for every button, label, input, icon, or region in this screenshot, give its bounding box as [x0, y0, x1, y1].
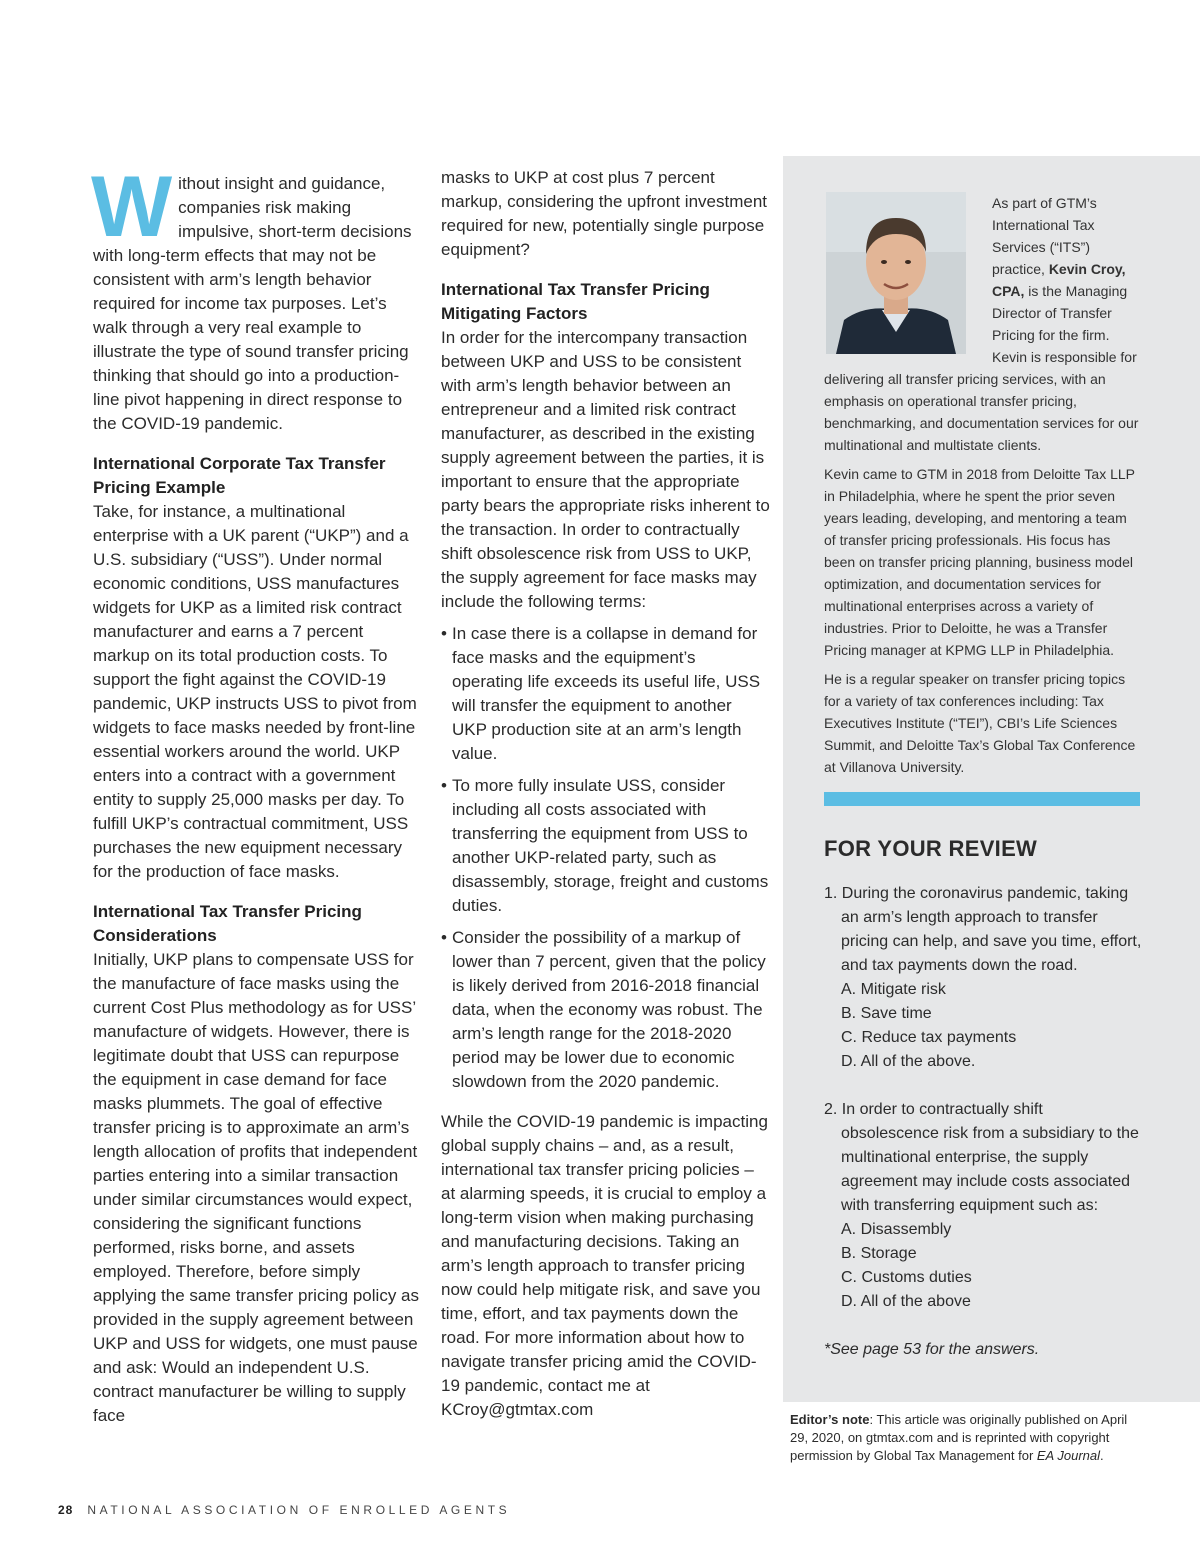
question-2: 2. In order to contractually shift obsolescence risk from a subsidiary to the multinational enterprise, the supply agreement may include costs associated with transferring equipment such as:	[824, 1101, 1139, 1214]
section-heading-example: International Corporate Tax Transfer Pricing Example	[93, 454, 386, 497]
bio-paragraph: As part of GTM’s International Tax Services (“ITS”) practice, Kevin Croy, CPA, is the Managing Director of Transfer Pricing for the firm. Kevin is responsible for delivering all transfer pricing services, with an emphasis on operational transfer pricing, benchmarking, and documentation services for our multinational and multistate clients.	[824, 195, 1139, 453]
author-photo	[826, 192, 966, 354]
option: C. Customs duties	[841, 1269, 972, 1286]
list-item: • Consider the possibility of a markup of lower than 7 percent, given that the policy is likely derived from 2016-2018 financial data, when the economy was robust. The arm’s length range for the 2018-2020 period may be lower due to economic slowdown from the 2020 pandemic.	[441, 928, 766, 1091]
article-column-1	[91, 159, 423, 1428]
option: B. Save time	[841, 1005, 932, 1022]
drop-cap: W	[91, 159, 173, 255]
author-name: Kevin Croy, CPA,	[992, 261, 1126, 299]
divider	[824, 792, 1140, 806]
terms-list	[441, 622, 771, 1094]
bullet-icon: •	[441, 624, 447, 643]
option: A. Disassembly	[841, 1221, 952, 1238]
section-body-mitigating: In order for the intercompany transaction between UKP and USS to be consistent with arm’s length behavior between an entrepreneur and a limited risk contract manufacturer, as described in the existing supply agreement between the parties, it is important to ensure that the appropriate party bears the appropriate risks inherent to the transaction. In order to contractually shift obsolescence risk from USS to UKP, the supply agreement for face masks may include the following terms:	[441, 328, 770, 611]
page-number: 28	[58, 1503, 74, 1517]
bullet-icon: •	[441, 776, 447, 795]
review-questions	[824, 882, 1144, 1362]
section-heading-considerations: International Tax Transfer Pricing Considerations	[93, 902, 362, 945]
section-body-example: Take, for instance, a multinational enterprise with a UK parent (“UKP”) and a U.S. subsidiary (“USS”). Under normal economic conditions, USS manufactures widgets for UKP as a limited risk contract manufacturer and earns a 7 percent markup on its total production costs. To support the fight against the COVID-19 pandemic, UKP instructs USS to pivot from widgets to face masks needed by front-line essential workers around the world. UKP enters into a contract with a government entity to supply 25,000 masks per day. To fulfill UKP’s contractual commitment, USS purchases the new equipment necessary for the production of face masks.	[93, 502, 417, 881]
section-heading-mitigating: International Tax Transfer Pricing Mitigating Factors	[441, 280, 710, 323]
bio-paragraph: Kevin came to GTM in 2018 from Deloitte Tax LLP in Philadelphia, where he spent the prior seven years leading, developing, and mentoring a team of transfer pricing professionals. His focus has been on transfer pricing planning, business model optimization, and documentation services for multinational enterprises across a variety of industries. Prior to Deloitte, he was a Transfer Pricing manager at KPMG LLP in Philadelphia.	[824, 466, 1135, 658]
publication-name: NATIONAL ASSOCIATION OF ENROLLED AGENTS	[87, 1503, 511, 1517]
list-item: • In case there is a collapse in demand for face masks and the equipment’s operating life exceeds its useful life, USS will transfer the equipment to another UKP production site at an arm’s length value.	[441, 624, 761, 763]
page-footer	[58, 1503, 510, 1517]
option: C. Reduce tax payments	[841, 1029, 1017, 1046]
editor-note-label: Editor’s note	[790, 1412, 870, 1427]
option: B. Storage	[841, 1245, 917, 1262]
author-bio	[824, 192, 1140, 778]
question-1: 1. During the coronavirus pandemic, taking an arm’s length approach to transfer pricing can help, and save you time, effort, and tax payments down the road.	[824, 885, 1142, 974]
journal-name: EA Journal	[1036, 1448, 1100, 1463]
list-item: • To more fully insulate USS, consider including all costs associated with transferring the equipment from USS to another UKP-related party, such as disassembly, storage, freight and customs duties.	[441, 776, 769, 915]
intro-paragraph: Without insight and guidance, companies risk making impulsive, short-term decisions with long-term effects that may not be consistent with arm’s length behavior required for income tax purposes. Let’s walk through a very real example to illustrate the type of sound transfer pricing thinking that should go into a production-line pivot happening in direct response to the COVID-19 pandemic.	[91, 159, 412, 433]
bio-paragraph: He is a regular speaker on transfer pricing topics for a variety of tax conferences including: Tax Executives Institute (“TEI”), CBI’s Life Sciences Summit, and Deloitte Tax’s Global Tax Conference at Villanova University.	[824, 671, 1136, 775]
answers-note: *See page 53 for the answers.	[824, 1341, 1040, 1358]
option: A. Mitigate risk	[841, 981, 946, 998]
review-title: FOR YOUR REVIEW	[824, 836, 1038, 861]
section-body-considerations: Initially, UKP plans to compensate USS for the manufacture of face masks using the current Cost Plus methodology as for USS’ manufacture of widgets. However, there is legitimate doubt that USS can repurpose the equipment in case demand for face masks plummets. The goal of effective transfer pricing is to approximate an arm’s length allocation of profits that independent parties entering into a similar transaction under similar circumstances would expect, considering the significant functions performed, risks borne, and assets employed. Therefore, before simply applying the same transfer pricing policy as provided in the supply agreement between UKP and USS for widgets, one must pause and ask: Would an independent U.S. contract manufacturer be willing to supply face	[93, 950, 419, 1425]
section-body-considerations-continued: masks to UKP at cost plus 7 percent markup, considering the upfront investment required for new, potentially single purpose equipment?	[441, 168, 768, 259]
closing-paragraph: While the COVID-19 pandemic is impacting global supply chains – and, as a result, international tax transfer pricing policies – at alarming speeds, it is crucial to employ a long-term vision when making purchasing and manufacturing decisions. Taking an arm’s length approach to transfer pricing now could help mitigate risk, and save you time, effort, and tax payments down the road. For more information about how to navigate transfer pricing amid the COVID-19 pandemic, contact me at KCroy@gtmtax.com	[441, 1112, 768, 1419]
bullet-icon: •	[441, 928, 447, 947]
option: D. All of the above.	[841, 1053, 976, 1070]
article-column-2	[441, 166, 771, 1422]
editor-note: Editor’s note: This article was originally published on April 29, 2020, on gtmtax.com and is reprinted with copyright permission by Global Tax Management for EA Journal.	[790, 1412, 1128, 1463]
option: D. All of the above	[841, 1293, 971, 1310]
